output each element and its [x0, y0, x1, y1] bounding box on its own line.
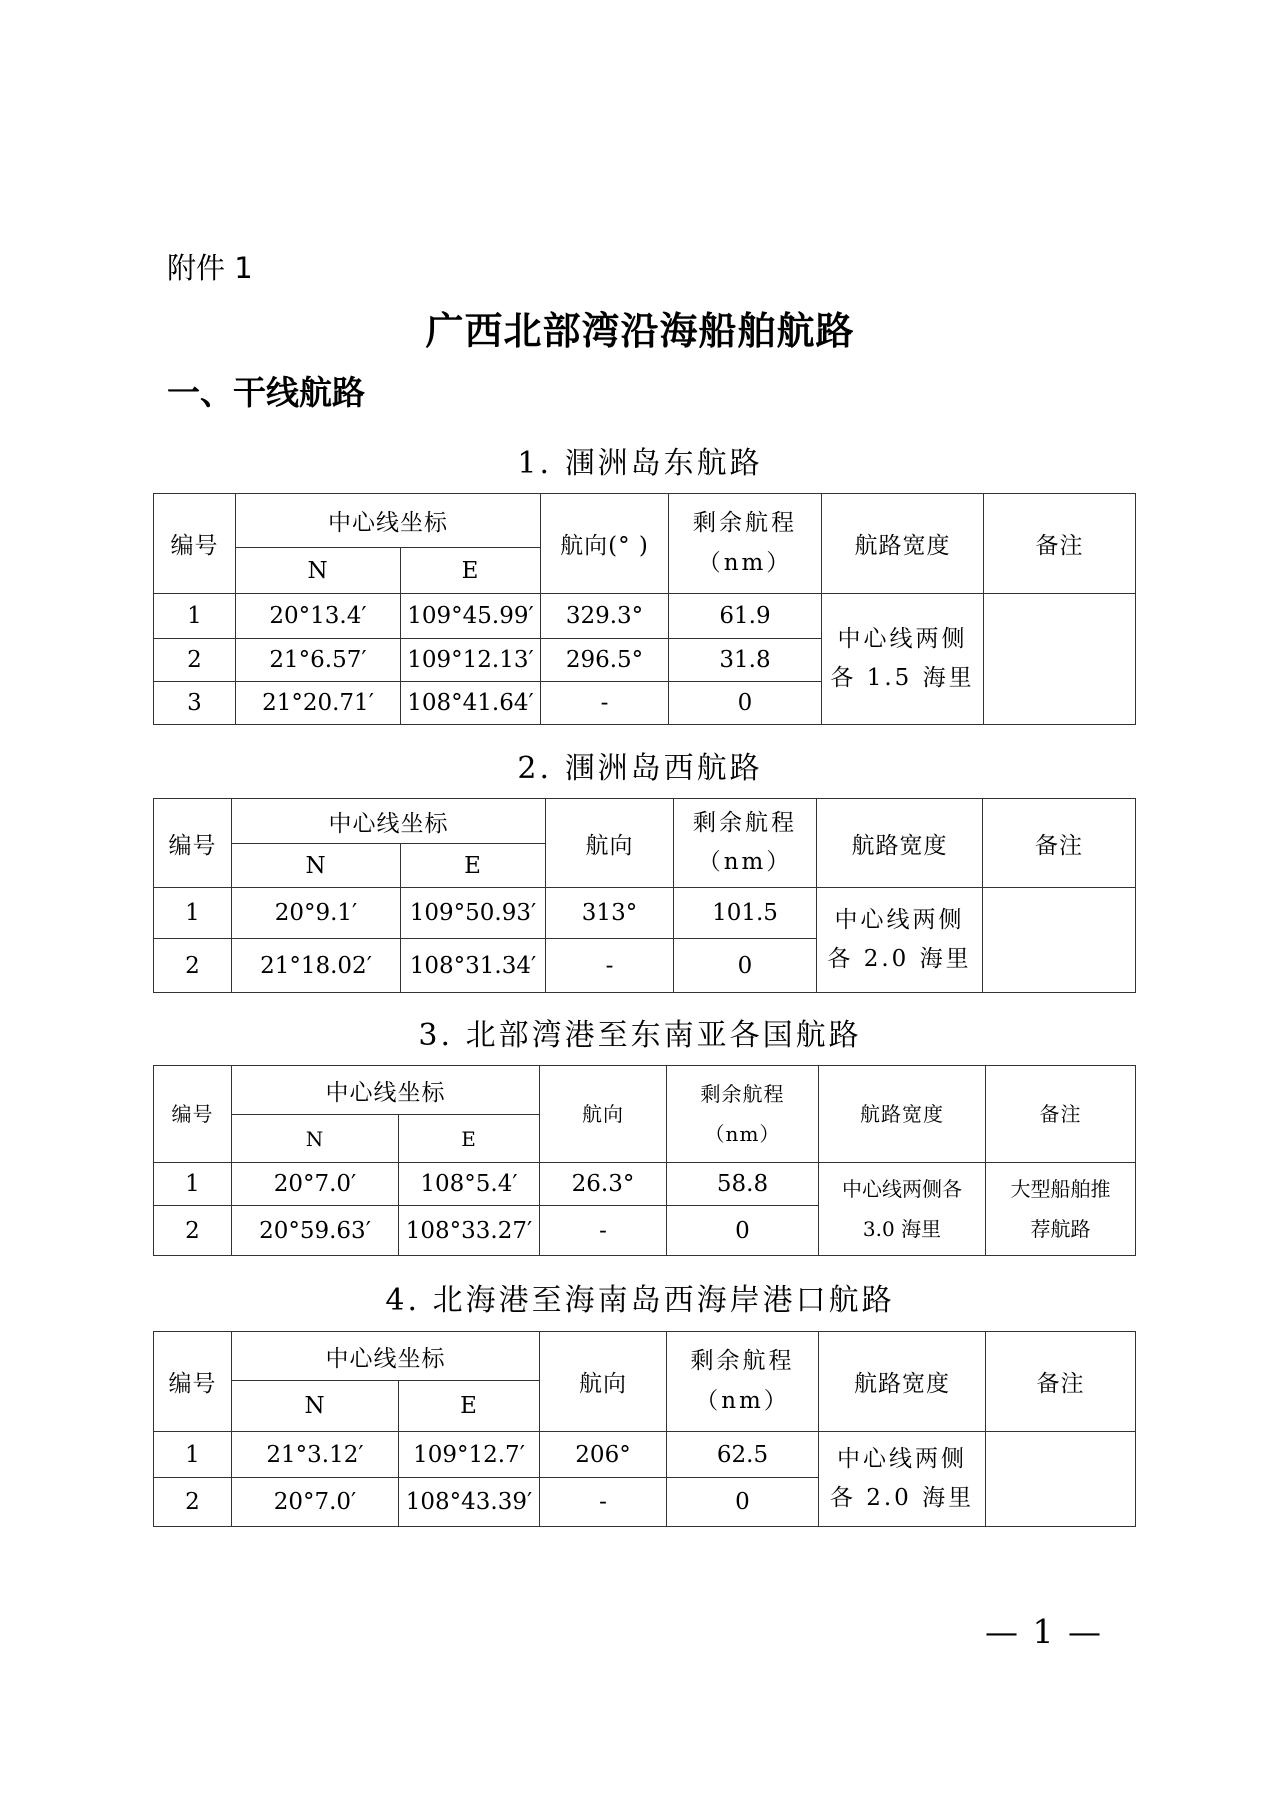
header-n: N — [232, 1115, 399, 1163]
table-row — [154, 594, 1136, 639]
route-3-title: 3. 北部湾港至东南亚各国航路 — [418, 1018, 862, 1053]
header-coord: 中心线坐标 — [232, 1332, 540, 1381]
header-e: E — [399, 1381, 540, 1432]
header-no: 编号 — [154, 494, 236, 594]
route-4-title: 4. 北海港至海南岛西海岸港口航路 — [385, 1283, 895, 1318]
cell-course: 329.3° — [541, 594, 669, 639]
header-remark: 备注 — [983, 799, 1136, 888]
cell-no: 3 — [154, 682, 236, 725]
cell-width: 中心线两侧各 3.0 海里 — [819, 1163, 986, 1256]
cell-remaining: 62.5 — [667, 1432, 819, 1478]
route-1-title: 1. 涠洲岛东航路 — [517, 446, 763, 481]
cell-n: 20°13.4′ — [236, 594, 401, 639]
table-row — [154, 1432, 1136, 1478]
header-remaining: 剩余航程 （nm） — [667, 1066, 819, 1163]
section-heading: 一、干线航路 — [167, 373, 365, 412]
route-1-table — [153, 493, 1136, 725]
header-n: N — [232, 844, 401, 888]
cell-e: 108°31.34′ — [401, 939, 546, 993]
cell-remaining: 0 — [674, 939, 817, 993]
cell-width: 中心线两侧 各 2.0 海里 — [819, 1432, 986, 1527]
header-remark: 备注 — [986, 1066, 1136, 1163]
cell-course: - — [541, 682, 669, 725]
header-course: 航向 — [540, 1066, 667, 1163]
header-e: E — [399, 1115, 540, 1163]
cell-remaining: 31.8 — [669, 639, 822, 682]
header-remaining: 剩余航程 （nm） — [674, 799, 817, 888]
cell-n: 20°7.0′ — [232, 1163, 399, 1206]
cell-course: 296.5° — [541, 639, 669, 682]
cell-e: 109°12.7′ — [399, 1432, 540, 1478]
header-remaining: 剩余航程 （nm） — [669, 494, 822, 594]
cell-width: 中心线两侧 各 2.0 海里 — [817, 888, 983, 993]
route-2-title: 2. 涠洲岛西航路 — [517, 751, 763, 786]
cell-remaining: 0 — [667, 1478, 819, 1527]
header-remark: 备注 — [986, 1332, 1136, 1432]
cell-n: 21°3.12′ — [232, 1432, 399, 1478]
cell-remark — [984, 594, 1136, 725]
cell-no: 2 — [154, 939, 232, 993]
cell-remark — [983, 888, 1136, 993]
header-n: N — [236, 548, 401, 594]
header-width: 航路宽度 — [819, 1332, 986, 1432]
document-title: 广西北部湾沿海船舶航路 — [425, 309, 855, 353]
header-remaining: 剩余航程 （nm） — [667, 1332, 819, 1432]
cell-n: 20°9.1′ — [232, 888, 401, 939]
header-e: E — [401, 548, 541, 594]
attachment-label: 附件 1 — [167, 251, 253, 285]
page-number: — 1 — — [985, 1612, 1103, 1651]
header-no: 编号 — [154, 1066, 232, 1163]
cell-no: 2 — [154, 639, 236, 682]
header-coord: 中心线坐标 — [236, 494, 541, 548]
cell-no: 1 — [154, 1432, 232, 1478]
header-width: 航路宽度 — [819, 1066, 986, 1163]
cell-no: 2 — [154, 1206, 232, 1256]
route-2-table — [153, 798, 1136, 993]
cell-course: - — [540, 1206, 667, 1256]
header-course: 航向 — [540, 1332, 667, 1432]
table-row — [154, 888, 1136, 939]
cell-e: 109°45.99′ — [401, 594, 541, 639]
table-row — [154, 1163, 1136, 1206]
cell-course: 206° — [540, 1432, 667, 1478]
cell-n: 21°18.02′ — [232, 939, 401, 993]
cell-e: 108°33.27′ — [399, 1206, 540, 1256]
cell-remaining: 101.5 — [674, 888, 817, 939]
cell-n: 21°20.71′ — [236, 682, 401, 725]
cell-no: 1 — [154, 1163, 232, 1206]
cell-remaining: 0 — [669, 682, 822, 725]
header-no: 编号 — [154, 799, 232, 888]
cell-course: - — [540, 1478, 667, 1527]
header-no: 编号 — [154, 1332, 232, 1432]
cell-width: 中心线两侧 各 1.5 海里 — [822, 594, 984, 725]
cell-remark — [986, 1432, 1136, 1527]
cell-remark: 大型船舶推 荐航路 — [986, 1163, 1136, 1256]
header-n: N — [232, 1381, 399, 1432]
cell-course: - — [546, 939, 674, 993]
header-coord: 中心线坐标 — [232, 1066, 540, 1115]
cell-course: 26.3° — [540, 1163, 667, 1206]
cell-n: 20°59.63′ — [232, 1206, 399, 1256]
cell-remaining: 58.8 — [667, 1163, 819, 1206]
header-e: E — [401, 844, 546, 888]
header-coord: 中心线坐标 — [232, 799, 546, 844]
header-width: 航路宽度 — [822, 494, 984, 594]
cell-n: 21°6.57′ — [236, 639, 401, 682]
header-course: 航向 — [546, 799, 674, 888]
route-3-table — [153, 1065, 1136, 1256]
cell-e: 108°5.4′ — [399, 1163, 540, 1206]
header-width: 航路宽度 — [817, 799, 983, 888]
cell-e: 109°12.13′ — [401, 639, 541, 682]
cell-e: 108°41.64′ — [401, 682, 541, 725]
cell-remaining: 61.9 — [669, 594, 822, 639]
header-course: 航向(° ) — [541, 494, 669, 594]
cell-remaining: 0 — [667, 1206, 819, 1256]
cell-no: 2 — [154, 1478, 232, 1527]
route-4-table — [153, 1331, 1136, 1527]
cell-e: 108°43.39′ — [399, 1478, 540, 1527]
cell-n: 20°7.0′ — [232, 1478, 399, 1527]
cell-course: 313° — [546, 888, 674, 939]
header-remark: 备注 — [984, 494, 1136, 594]
cell-no: 1 — [154, 888, 232, 939]
cell-e: 109°50.93′ — [401, 888, 546, 939]
cell-no: 1 — [154, 594, 236, 639]
